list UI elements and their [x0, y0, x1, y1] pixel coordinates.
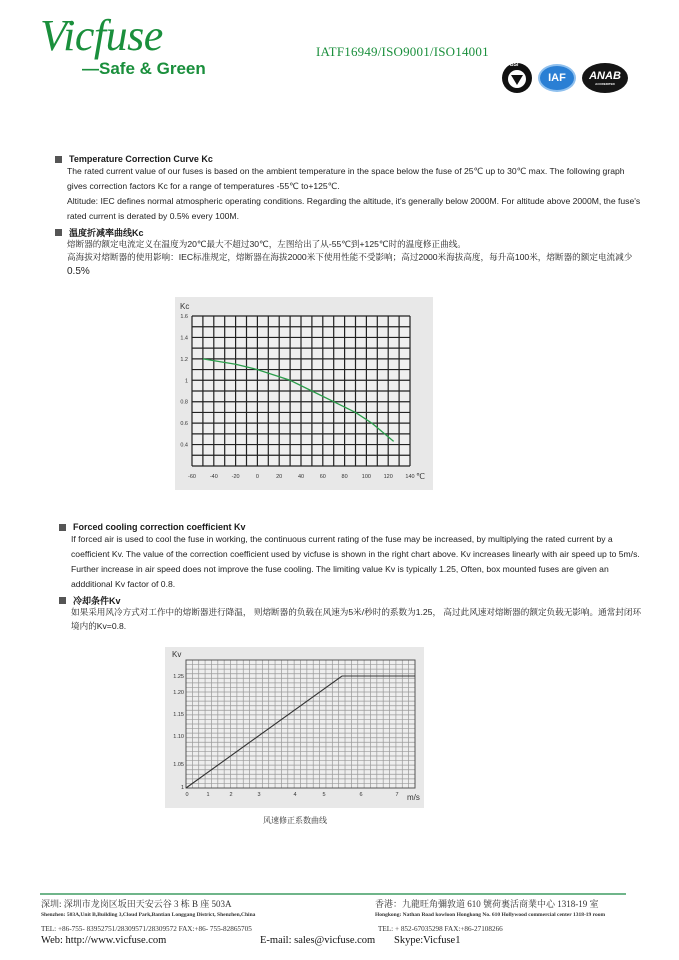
certifications-text: IATF16949/ISO9001/ISO14001: [316, 44, 489, 59]
svg-text:0: 0: [255, 474, 259, 480]
footer-hongkong-address-en: Hongkong: Nathan Road kowloon Hongkong No. 610 Hollywood commercial center 1318-19 room: [375, 912, 606, 918]
svg-text:6: 6: [359, 792, 363, 798]
logo-title: Vicfuse: [40, 11, 163, 60]
kv-paragraph-en: If forced air is used to cool the fuse in working, the continuous current rating of the fuse may be increased, by multiplying the rated current by a coefficient Kv. The value of the correction coefficient used by vicfuse is shown in the right chart above. Kv increases linearly with air speed up to 5m/s. Further increase in air speed does not improve the fuse cooling. The limiting value Kv is typically 1.25, Often, box mounted fuses are given an addditional Kv factor of 0.8.: [71, 534, 640, 589]
iaf-badge-icon: IAF: [538, 64, 576, 92]
square-bullet-icon: [59, 524, 66, 531]
bsi-badge-icon: BSI: [502, 63, 532, 93]
svg-text:-60: -60: [188, 474, 196, 480]
svg-text:1.25: 1.25: [173, 674, 184, 680]
footer-skype: Skype:Vicfuse1: [394, 935, 461, 946]
svg-text:1.4: 1.4: [180, 335, 188, 342]
svg-text:0: 0: [185, 792, 189, 798]
footer-divider: [40, 893, 626, 895]
svg-text:3: 3: [257, 792, 261, 798]
svg-text:2: 2: [229, 792, 233, 798]
svg-text:1: 1: [184, 378, 188, 385]
svg-text:-40: -40: [209, 474, 218, 480]
svg-text:80: 80: [341, 474, 348, 480]
section-title-kv-cn: 冷却条件Kv: [59, 594, 121, 607]
section-title-kc: Temperature Correction Curve Kc: [55, 154, 213, 164]
square-bullet-icon: [59, 597, 66, 604]
altitude-paragraph-cn: 高海拔对熔断器的使用影响：IEC标准规定，熔断器在海拔2000米下使用性能不受影响；高过2000米海拔高度，每升高100米，熔断器的额定电流减少0.5%: [67, 252, 633, 277]
square-bullet-icon: [55, 156, 62, 163]
square-bullet-icon: [55, 229, 62, 236]
svg-text:-20: -20: [231, 474, 240, 480]
svg-text:1: 1: [180, 785, 184, 791]
anab-badge-icon: ANAB ACCREDITED: [582, 63, 628, 93]
kc-paragraph-en: The rated current value of our fuses is based on the ambient temperature in the space below the fuse of 25℃ up to 30℃ max. The following graph gives correction factors Kc for a range of temperatures -55℃ to+125℃.: [67, 166, 625, 191]
kv-chart-caption: 风速修正系数曲线: [263, 816, 327, 825]
svg-text:1.05: 1.05: [173, 762, 184, 768]
svg-text:1.10: 1.10: [173, 734, 184, 740]
footer-hongkong-address-cn: 香港：九龍旺角彌敦道 610 號荷裏活商業中心 1318-19 室: [375, 899, 599, 909]
kv-paragraph-cn: 如果采用风冷方式对工作中的熔断器进行降温， 则熔断器的负载在风速为5米/秒时的系数为1.25， 高过此风速对熔断器的额定负载无影响。通常封闭环境内的Kv=0.8.: [71, 607, 642, 631]
kc-paragraph-cn: 熔断器的额定电流定义在温度为20℃最大不超过30℃，左图给出了从-55℃到+125℃时的温度修正曲线。: [67, 239, 466, 249]
svg-text:20: 20: [276, 474, 283, 480]
footer-shenzhen-phone: TEL: +86-755- 83952751/28309571/28309572 FAX:+86- 755-82865705: [41, 925, 252, 933]
svg-text:140: 140: [405, 474, 415, 480]
footer-hongkong-phone: TEL: + 852-67035298 FAX:+86-27108266: [378, 925, 503, 933]
svg-text:1: 1: [206, 792, 210, 798]
footer-email-link[interactable]: E-mail: sales@vicfuse.com: [260, 935, 376, 946]
svg-text:1.6: 1.6: [180, 314, 188, 320]
svg-text:4: 4: [293, 792, 297, 798]
svg-text:Kv: Kv: [172, 650, 182, 659]
svg-text:1.2: 1.2: [180, 356, 188, 363]
svg-text:120: 120: [383, 474, 393, 480]
svg-text:℃: ℃: [416, 472, 425, 481]
footer-shenzhen-address-cn: 深圳: 深圳市龙岗区坂田天安云谷 3 栋 B 座 503A: [41, 899, 232, 909]
logo-tagline: —Safe & Green: [82, 59, 206, 78]
kc-chart-plot: [175, 297, 433, 490]
footer-website-link[interactable]: Web: http://www.vicfuse.com: [41, 935, 167, 946]
svg-text:0.6: 0.6: [180, 421, 188, 428]
svg-text:7: 7: [395, 792, 399, 798]
footer-shenzhen-address-en: Shenzhen: 503A,Unit B,Building 3,Cloud Park,Bantian Longgang District, Shenzhen,China: [41, 912, 256, 918]
section-title-kc-cn: 温度折减率曲线Kc: [55, 226, 144, 239]
svg-text:60: 60: [319, 474, 326, 480]
svg-text:1.20: 1.20: [173, 690, 184, 696]
svg-text:Kc: Kc: [180, 302, 190, 311]
svg-text:0.8: 0.8: [180, 399, 188, 406]
certification-badges: [502, 63, 628, 93]
svg-text:m/s: m/s: [407, 793, 420, 802]
kv-chart-plot: [165, 647, 424, 808]
kv-chart: [165, 647, 424, 808]
altitude-paragraph-en: Altitude: IEC defines normal atmospheric operating conditions. Regarding the altitude, it's generally below 2000M. For altitude above 2000M, the fuse's rated current is derated by 0.5% every 100M.: [67, 196, 641, 221]
kc-chart: [175, 297, 433, 490]
svg-text:5: 5: [322, 792, 326, 798]
svg-text:1.15: 1.15: [173, 712, 184, 718]
section-title-kv: Forced cooling correction coefficient Kv: [59, 522, 246, 532]
svg-text:0.4: 0.4: [180, 442, 188, 449]
svg-text:40: 40: [297, 474, 305, 480]
svg-text:100: 100: [361, 474, 371, 480]
